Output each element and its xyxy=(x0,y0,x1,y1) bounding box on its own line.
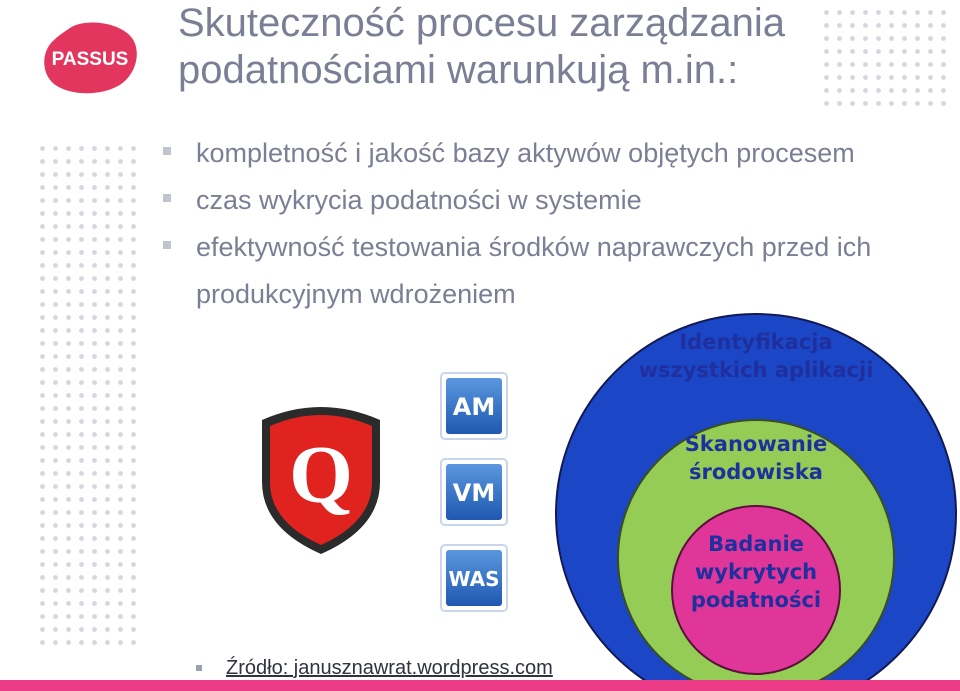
outer-circle-label: Identyfikacja wszystkich aplikacji xyxy=(638,330,874,382)
source-link[interactable]: Źródło: janusznawrat.wordpress.com xyxy=(226,657,553,679)
nested-circles-diagram xyxy=(552,300,960,684)
bottom-accent-bar xyxy=(0,680,960,691)
was-module-badge xyxy=(438,542,510,618)
logo-text: PASSUS xyxy=(51,49,129,70)
inner-circle-label: Badanie wykrytych podatności xyxy=(690,532,822,612)
bullet-item: efektywność testowania środków naprawczych przed ich produkcyjnym wdrożeniem xyxy=(160,224,950,318)
am-badge-label: AM xyxy=(452,393,496,421)
middle-circle-label: Skanowanie środowiska xyxy=(684,432,828,484)
vm-badge-label: VM xyxy=(452,479,496,507)
dot-pattern-top-right xyxy=(820,6,950,110)
qualys-shield-logo xyxy=(256,400,386,558)
title-line-2: podatnościami warunkują m.in.: xyxy=(178,48,739,92)
title-line-1: Skuteczność procesu zarządzania xyxy=(178,1,785,45)
qualys-letter: Q xyxy=(289,429,353,520)
dot-pattern-left xyxy=(36,142,140,650)
vm-module-badge xyxy=(438,456,510,532)
passus-logo xyxy=(40,20,140,95)
was-badge-label: WAS xyxy=(448,567,500,591)
bullet-item: czas wykrycia podatności w systemie xyxy=(160,177,950,224)
am-module-badge xyxy=(438,370,510,446)
source-note xyxy=(196,657,553,680)
bullet-list xyxy=(160,130,950,318)
slide-title xyxy=(178,0,785,94)
bullet-item: kompletność i jakość bazy aktywów objętych procesem xyxy=(160,130,950,177)
